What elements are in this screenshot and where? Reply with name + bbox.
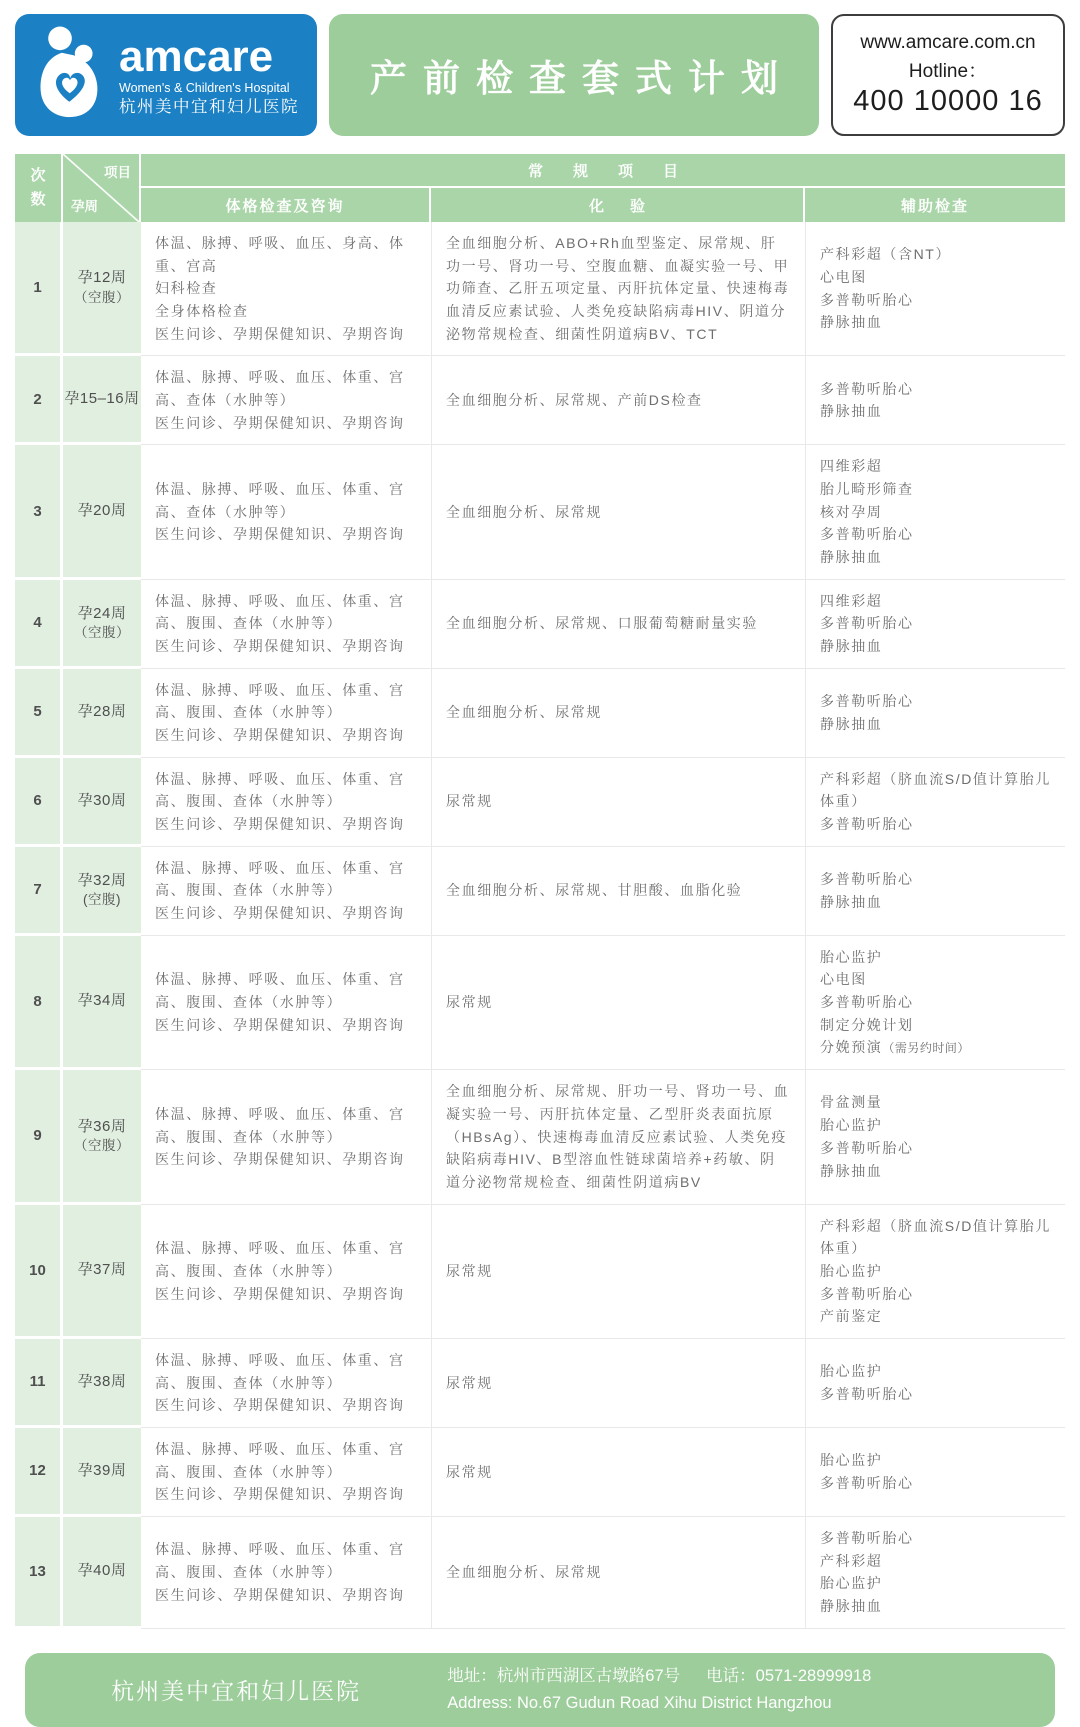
gestational-week: 孕30周 [63,758,141,847]
lab-tests-cell: 尿常规 [431,1428,805,1517]
lab-tests-cell: 全血细胞分析、尿常规 [431,669,805,758]
auxiliary-exams-cell: 多普勒听胎心 静脉抽血 [805,356,1065,445]
hotline-number: 400 10000 16 [853,85,1043,117]
table-row [15,1070,1065,1204]
auxiliary-exams-cell: 产科彩超（脐血流S/D值计算胎儿体重） 多普勒听胎心 [805,758,1065,847]
table-row [15,669,1065,758]
visit-number: 8 [15,936,63,1070]
auxiliary-exams-cell: 骨盆测量 胎心监护 多普勒听胎心 静脉抽血 [805,1070,1065,1204]
lab-tests-cell: 全血细胞分析、尿常规、肝功一号、肾功一号、血凝实验一号、丙肝抗体定量、乙型肝炎表面抗原（HBsAg）、快速梅毒血清反应素试验、人类免疫缺陷病毒HIV、B型溶血性链球菌培养+药敏、阴道分泌物常规检查、细菌性阴道病BV [431,1070,805,1204]
header-diag-week: 孕周 [71,199,98,214]
table-body [15,222,1065,1629]
visit-number: 13 [15,1517,63,1629]
gestational-week: 孕15–16周 [63,356,141,445]
hospital-logo [15,14,317,136]
visit-number: 9 [15,1070,63,1204]
lab-tests-cell: 尿常规 [431,936,805,1070]
visit-number: 12 [15,1428,63,1517]
visit-number: 1 [15,222,63,356]
logo-cn-name: 杭州美中宜和妇儿医院 [119,98,299,116]
header-lab-tests: 化验 [431,188,805,222]
table-row [15,847,1065,936]
visit-number: 10 [15,1205,63,1339]
header-routine-items: 常规项目 [141,154,1065,188]
footer-hospital-name: 杭州美中宜和妇儿医院 [111,1678,362,1705]
lab-tests-cell: 尿常规 [431,758,805,847]
physical-exam-cell: 体温、脉搏、呼吸、血压、体重、宫高、腹围、查体（水肿等） 医生问诊、孕期保健知识、孕期咨询 [141,758,431,847]
auxiliary-exams-cell: 多普勒听胎心 静脉抽血 [805,847,1065,936]
lab-tests-cell: 全血细胞分析、尿常规、甘胆酸、血脂化验 [431,847,805,936]
gestational-week: 孕36周 （空腹） [63,1070,141,1204]
header-diagonal-cell [63,154,141,222]
footer-phone: 电话：0571-28999918 [706,1666,872,1685]
table-header [15,154,1065,222]
physical-exam-cell: 体温、脉搏、呼吸、血压、体重、宫高、腹围、查体（水肿等） 医生问诊、孕期保健知识、孕期咨询 [141,1205,431,1339]
physical-exam-cell: 体温、脉搏、呼吸、血压、身高、体重、宫高 妇科检查 全身体格检查 医生问诊、孕期保健知识、孕期咨询 [141,222,431,356]
lab-tests-cell: 全血细胞分析、ABO+Rh血型鉴定、尿常规、肝功一号、肾功一号、空腹血糖、血凝实验一号、甲功筛查、乙肝五项定量、丙肝抗体定量、快速梅毒血清反应素试验、人类免疫缺陷病毒HIV、阴道分泌物常规检查、细菌性阴道病BV、TCT [431,222,805,356]
lab-tests-cell: 全血细胞分析、尿常规 [431,1517,805,1629]
physical-exam-cell: 体温、脉搏、呼吸、血压、体重、宫高、腹围、查体（水肿等） 医生问诊、孕期保健知识、孕期咨询 [141,847,431,936]
physical-exam-cell: 体温、脉搏、呼吸、血压、体重、宫高、查体（水肿等） 医生问诊、孕期保健知识、孕期咨询 [141,356,431,445]
footer-address-cn: 地址：杭州市西湖区古墩路67号 电话：0571-28999918 [447,1666,872,1685]
table-row [15,936,1065,1070]
visit-number: 7 [15,847,63,936]
gestational-week: 孕40周 [63,1517,141,1629]
footer-address-en: Address: No.67 Gudun Road Xihu District Hangzhou [447,1693,832,1712]
table-row [15,1428,1065,1517]
mother-child-heart-icon [33,25,109,126]
physical-exam-cell: 体温、脉搏、呼吸、血压、体重、宫高、腹围、查体（水肿等） 医生问诊、孕期保健知识、孕期咨询 [141,936,431,1070]
physical-exam-cell: 体温、脉搏、呼吸、血压、体重、宫高、查体（水肿等） 医生问诊、孕期保健知识、孕期咨询 [141,445,431,579]
lab-tests-cell: 全血细胞分析、尿常规、口服葡萄糖耐量实验 [431,580,805,669]
gestational-week: 孕37周 [63,1205,141,1339]
physical-exam-cell: 体温、脉搏、呼吸、血压、体重、宫高、腹围、查体（水肿等） 医生问诊、孕期保健知识、孕期咨询 [141,1428,431,1517]
physical-exam-cell: 体温、脉搏、呼吸、血压、体重、宫高、腹围、查体（水肿等） 医生问诊、孕期保健知识、孕期咨询 [141,1517,431,1629]
table-row [15,356,1065,445]
table-row [15,580,1065,669]
physical-exam-cell: 体温、脉搏、呼吸、血压、体重、宫高、腹围、查体（水肿等） 医生问诊、孕期保健知识、孕期咨询 [141,580,431,669]
auxiliary-exams-cell: 四维彩超 多普勒听胎心 静脉抽血 [805,580,1065,669]
header-physical-exam: 体格检查及咨询 [141,188,431,222]
gestational-week: 孕12周 （空腹） [63,222,141,356]
lab-tests-cell: 全血细胞分析、尿常规 [431,445,805,579]
page-footer [25,1653,1055,1727]
header-visit-count: 次 数 [15,154,63,222]
page-header [15,14,1065,136]
physical-exam-cell: 体温、脉搏、呼吸、血压、体重、宫高、腹围、查体（水肿等） 医生问诊、孕期保健知识、孕期咨询 [141,1339,431,1428]
table-row [15,758,1065,847]
logo-subtitle: Women's & Children's Hospital [119,80,290,95]
auxiliary-exams-cell: 产科彩超（含NT） 心电图 多普勒听胎心 静脉抽血 [805,222,1065,356]
page-title-box [329,14,819,136]
hotline-box [831,14,1065,136]
gestational-week: 孕38周 [63,1339,141,1428]
header-auxiliary-exams: 辅助检查 [805,188,1065,222]
auxiliary-exams-cell: 产科彩超（脐血流S/D值计算胎儿体重） 胎心监护 多普勒听胎心 产前鉴定 [805,1205,1065,1339]
lab-tests-cell: 尿常规 [431,1339,805,1428]
gestational-week: 孕24周 （空腹） [63,580,141,669]
auxiliary-exams-cell: 胎心监护 心电图 多普勒听胎心 制定分娩计划 分娩预演（需另约时间） [805,936,1065,1070]
visit-number: 6 [15,758,63,847]
header-diag-item: 项目 [104,165,131,180]
physical-exam-cell: 体温、脉搏、呼吸、血压、体重、宫高、腹围、查体（水肿等） 医生问诊、孕期保健知识、孕期咨询 [141,669,431,758]
website: www.amcare.com.cn [860,32,1036,53]
footer-address-block [447,1663,871,1717]
visit-number: 3 [15,445,63,579]
visit-number: 2 [15,356,63,445]
gestational-week: 孕39周 [63,1428,141,1517]
logo-brand: amcare [119,31,274,81]
physical-exam-cell: 体温、脉搏、呼吸、血压、体重、宫高、腹围、查体（水肿等） 医生问诊、孕期保健知识、孕期咨询 [141,1070,431,1204]
gestational-week: 孕34周 [63,936,141,1070]
page-title: 产前检查套式计划 [370,58,794,99]
table-row [15,222,1065,356]
auxiliary-exams-cell: 多普勒听胎心 静脉抽血 [805,669,1065,758]
hotline-label: Hotline： [908,61,988,82]
lab-tests-cell: 全血细胞分析、尿常规、产前DS检查 [431,356,805,445]
auxiliary-exams-cell: 胎心监护 多普勒听胎心 [805,1428,1065,1517]
prenatal-schedule-table [15,154,1065,1629]
table-row [15,1339,1065,1428]
lab-tests-cell: 尿常规 [431,1205,805,1339]
gestational-week: 孕32周 (空腹) [63,847,141,936]
table-row [15,445,1065,579]
visit-number: 4 [15,580,63,669]
auxiliary-exams-cell: 胎心监护 多普勒听胎心 [805,1339,1065,1428]
table-row [15,1517,1065,1629]
table-row [15,1205,1065,1339]
auxiliary-exams-cell: 四维彩超 胎儿畸形筛查 核对孕周 多普勒听胎心 静脉抽血 [805,445,1065,579]
auxiliary-exams-cell: 多普勒听胎心 产科彩超 胎心监护 静脉抽血 [805,1517,1065,1629]
gestational-week: 孕20周 [63,445,141,579]
logo-text [119,31,299,117]
gestational-week: 孕28周 [63,669,141,758]
visit-number: 11 [15,1339,63,1428]
visit-number: 5 [15,669,63,758]
